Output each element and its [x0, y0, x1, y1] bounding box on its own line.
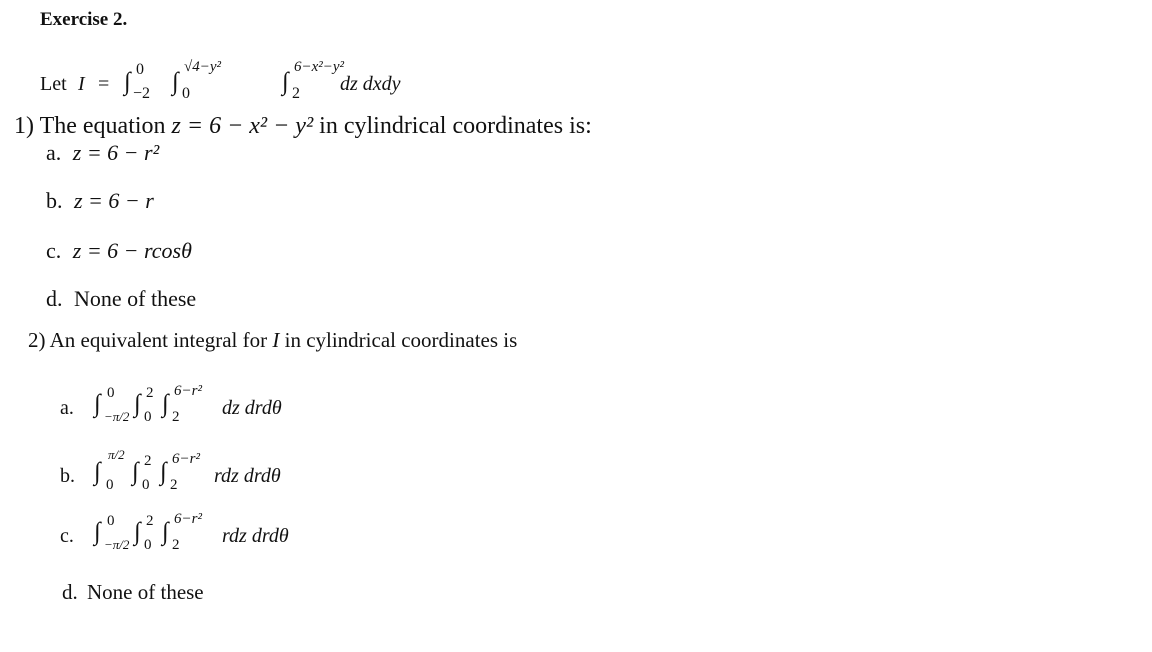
q1-option-c-text: z = 6 − rcosθ — [72, 238, 192, 263]
let-eq: = — [98, 73, 110, 95]
a-theta-upper: 0 — [107, 385, 115, 401]
q2-option-d-letter: d. — [62, 580, 78, 604]
c-theta-lower: −π/2 — [104, 537, 130, 552]
let-prefix: Let — [40, 73, 67, 95]
q1-option-c-letter: c. — [46, 238, 62, 263]
q2-option-c[interactable] — [60, 506, 340, 562]
q1-text-before: The equation — [39, 113, 166, 139]
r-integral-sign: ∫ — [132, 458, 139, 486]
c-z-lower: 2 — [172, 537, 180, 553]
a-r-lower: 0 — [144, 409, 152, 425]
q2-option-c-letter: c. — [60, 525, 74, 547]
r-integral-sign: ∫ — [134, 390, 141, 418]
q1-option-d-text: None of these — [74, 286, 197, 311]
integral-sign-3: ∫ — [282, 68, 289, 96]
theta-integral-sign: ∫ — [94, 458, 101, 486]
i1-upper: 0 — [136, 61, 144, 78]
q2-text-after: in cylindrical coordinates is — [284, 328, 518, 352]
q2-option-b-letter: b. — [60, 465, 75, 487]
a-r-upper: 2 — [146, 385, 154, 401]
exercise-title: Exercise 2. — [40, 9, 128, 30]
b-z-upper: 6−r² — [172, 451, 200, 467]
theta-integral-sign: ∫ — [94, 390, 101, 418]
c-z-upper: 6−r² — [174, 511, 202, 527]
q2-option-d[interactable] — [62, 582, 204, 603]
i1-lower: −2 — [133, 85, 151, 102]
i3-lower: 2 — [292, 85, 300, 102]
b-r-upper: 2 — [144, 453, 152, 469]
q2-stem — [28, 330, 517, 351]
b-differentials: rdz drdθ — [214, 465, 281, 487]
c-r-lower: 0 — [144, 537, 152, 553]
z-integral-sign: ∫ — [160, 458, 167, 486]
a-z-upper: 6−r² — [174, 383, 202, 399]
q1-option-b[interactable] — [46, 190, 154, 212]
q1-option-a[interactable] — [46, 142, 159, 164]
b-theta-lower: 0 — [106, 477, 114, 493]
let-var: I — [78, 73, 85, 95]
q2-var: I — [272, 328, 280, 352]
q2-number: 2) — [28, 328, 46, 352]
a-z-lower: 2 — [172, 409, 180, 425]
r-integral-sign: ∫ — [134, 518, 141, 546]
z-integral-sign: ∫ — [162, 518, 169, 546]
integral-sign-2: ∫ — [172, 68, 179, 96]
q1-option-a-letter: a. — [46, 140, 62, 165]
q1-equation: z = 6 − x² − y² — [171, 113, 314, 139]
q1-text-after: in cylindrical coordinates is: — [319, 113, 592, 139]
let-differentials: dz dxdy — [340, 73, 401, 95]
c-differentials: rdz drdθ — [222, 525, 289, 547]
q1-option-a-text: z = 6 − r² — [72, 140, 160, 165]
q2-option-a-letter: a. — [60, 397, 74, 419]
q1-option-b-letter: b. — [46, 188, 63, 213]
q1-option-d[interactable] — [46, 288, 196, 310]
q2-option-d-text: None of these — [87, 580, 204, 604]
q1-stem — [14, 114, 592, 138]
a-differentials: dz drdθ — [222, 397, 282, 419]
q1-option-d-letter: d. — [46, 286, 63, 311]
i3-upper: 6−x²−y² — [294, 59, 345, 75]
q2-option-a[interactable] — [60, 382, 340, 438]
c-theta-upper: 0 — [107, 513, 115, 529]
b-theta-upper: π/2 — [108, 447, 125, 462]
q1-number: 1) — [14, 113, 34, 139]
q1-option-c[interactable] — [46, 240, 192, 262]
q2-text-before: An equivalent integral for — [49, 328, 268, 352]
z-integral-sign: ∫ — [162, 390, 169, 418]
a-theta-lower: −π/2 — [104, 409, 130, 424]
q1-option-b-text: z = 6 − r — [74, 188, 154, 213]
theta-integral-sign: ∫ — [94, 518, 101, 546]
c-r-upper: 2 — [146, 513, 154, 529]
i2-upper: √4−y² — [184, 59, 222, 75]
integral-sign-1: ∫ — [124, 68, 131, 96]
b-z-lower: 2 — [170, 477, 178, 493]
q2-option-b[interactable] — [60, 448, 340, 504]
b-r-lower: 0 — [142, 477, 150, 493]
i2-lower: 0 — [182, 85, 190, 102]
